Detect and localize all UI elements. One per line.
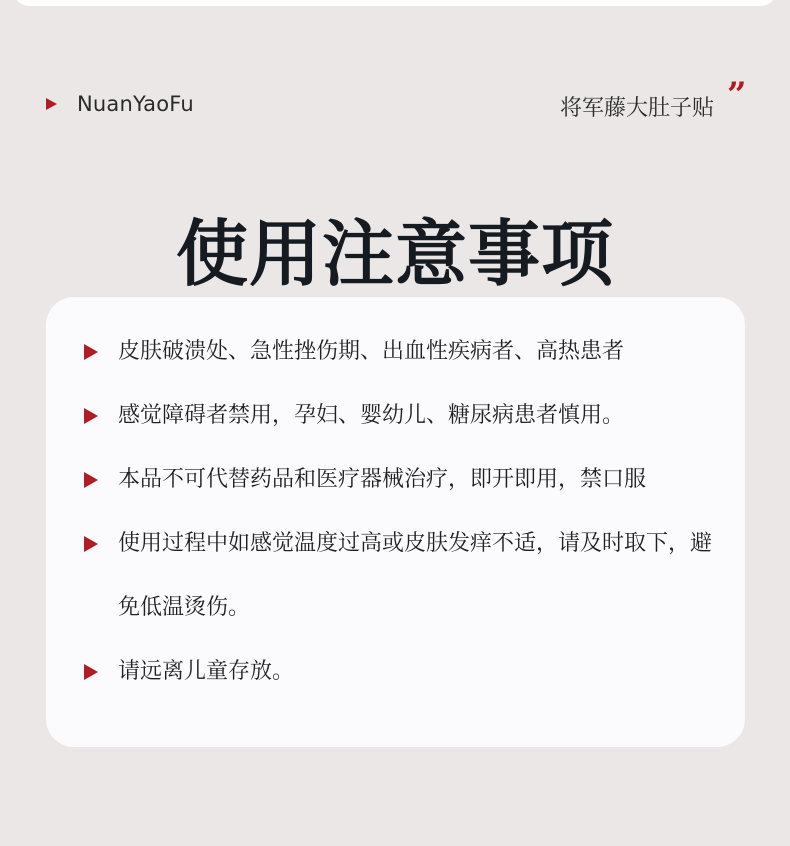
bullet-arrow-icon (84, 664, 98, 680)
precaution-item (84, 656, 294, 688)
precaution-item (84, 400, 624, 432)
precaution-text: 感觉障碍者禁用，孕妇、婴幼儿、糖尿病患者慎用。 (118, 403, 625, 428)
precaution-text: 本品不可代替药品和医疗器械治疗，即开即用，禁口服 (118, 467, 647, 492)
precaution-text: 使用过程中如感觉温度过高或皮肤发痒不适，请及时取下，避免低温烫伤。 (118, 531, 713, 620)
quote-mark-icon: ” (727, 75, 747, 115)
brand-name: NuanYaoFu (77, 92, 194, 116)
precaution-item (84, 336, 624, 368)
precaution-text: 请远离儿童存放。 (118, 659, 295, 684)
precaution-item (84, 528, 718, 640)
bullet-arrow-icon (84, 472, 98, 488)
brand-block (46, 92, 194, 116)
bullet-arrow-icon (84, 408, 98, 424)
brand-marker-icon (46, 98, 57, 110)
precaution-item (84, 464, 646, 496)
bullet-arrow-icon (84, 536, 98, 552)
top-card-edge (12, 0, 778, 6)
page-title: 使用注意事项 (175, 212, 614, 297)
precautions-card (46, 297, 745, 747)
product-name: 将军藤大肚子贴 (559, 96, 714, 121)
bullet-arrow-icon (84, 344, 98, 360)
precaution-text: 皮肤破溃处、急性挫伤期、出血性疾病者、高热患者 (118, 339, 625, 364)
